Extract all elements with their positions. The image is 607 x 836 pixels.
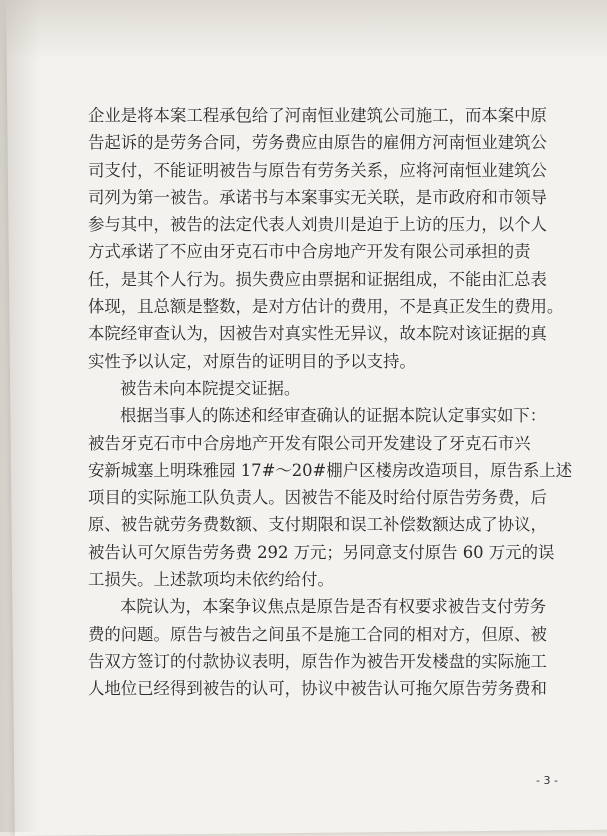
text-line: 企业是将本案工程承包给了河南恒业建筑公司施工，而本案中原	[88, 106, 547, 125]
text-line: 告双方签订的付款协议表明，原告作为被告开发楼盘的实际施工	[88, 651, 547, 671]
page-shadow-top	[0, 0, 607, 60]
text-line: 告起诉的是劳务合同，劳务费应由原告的雇佣方河南恒业建筑公	[88, 133, 547, 153]
text-line: 被告认可欠原告劳务费 292 万元；另同意支付原告 60 万元的误	[88, 542, 555, 562]
page-number: - 3 -	[536, 774, 558, 787]
text-line: 本院认为，本案争议焦点是原告是否有权要求被告支付劳务	[120, 597, 547, 617]
text-line: 司列为第一被告。承诺书与本案事实无关联，是市政府和市领导	[88, 187, 547, 207]
text-line: 体现，且总额是整数，是对方估计的费用，不是真正发生的费用。	[88, 297, 564, 317]
text-line: 方式承诺了不应由牙克石市中合房地产开发有限公司承担的责	[88, 242, 531, 262]
text-line: 参与其中，被告的法定代表人刘贵川是迫于上访的压力，以个人	[88, 215, 547, 235]
text-line: 实性予以认定，对原告的证明目的予以支持。	[88, 351, 416, 371]
document-body	[88, 102, 573, 703]
text-line: 司支付，不能证明被告与原告有劳务关系，应将河南恒业建筑公	[88, 160, 547, 180]
text-line: 任，是其个人行为。损失费应由票据和证据组成，不能由汇总表	[88, 269, 547, 289]
page-shadow-left	[0, 0, 40, 832]
text-line: 被告牙克石市中合房地产开发有限公司开发建设了牙克石市兴	[88, 433, 531, 453]
text-line: 原、被告就劳务费数额、支付期限和误工补偿数额达成了协议，	[88, 515, 547, 535]
text-line: 人地位已经得到被告的认可，协议中被告认可拖欠原告劳务费和	[88, 679, 547, 699]
text-line: 项目的实际施工队负责人。因被告不能及时给付原告劳务费，后	[88, 488, 547, 508]
text-line: 根据当事人的陈述和经审查确认的证据本院认定事实如下：	[120, 406, 547, 426]
text-line: 被告未向本院提交证据。	[120, 378, 301, 398]
text-line: 安新城塞上明珠雅园 17#～20#棚户区楼房改造项目，原告系上述	[88, 460, 573, 480]
text-line: 费的问题。原告与被告之间虽不是施工合同的相对方，但原、被	[88, 624, 547, 644]
text-line: 工损失。上述款项均未依约给付。	[88, 570, 334, 590]
text-line: 本院经审查认为，因被告对真实性无异议，故本院对该证据的真	[88, 324, 547, 344]
